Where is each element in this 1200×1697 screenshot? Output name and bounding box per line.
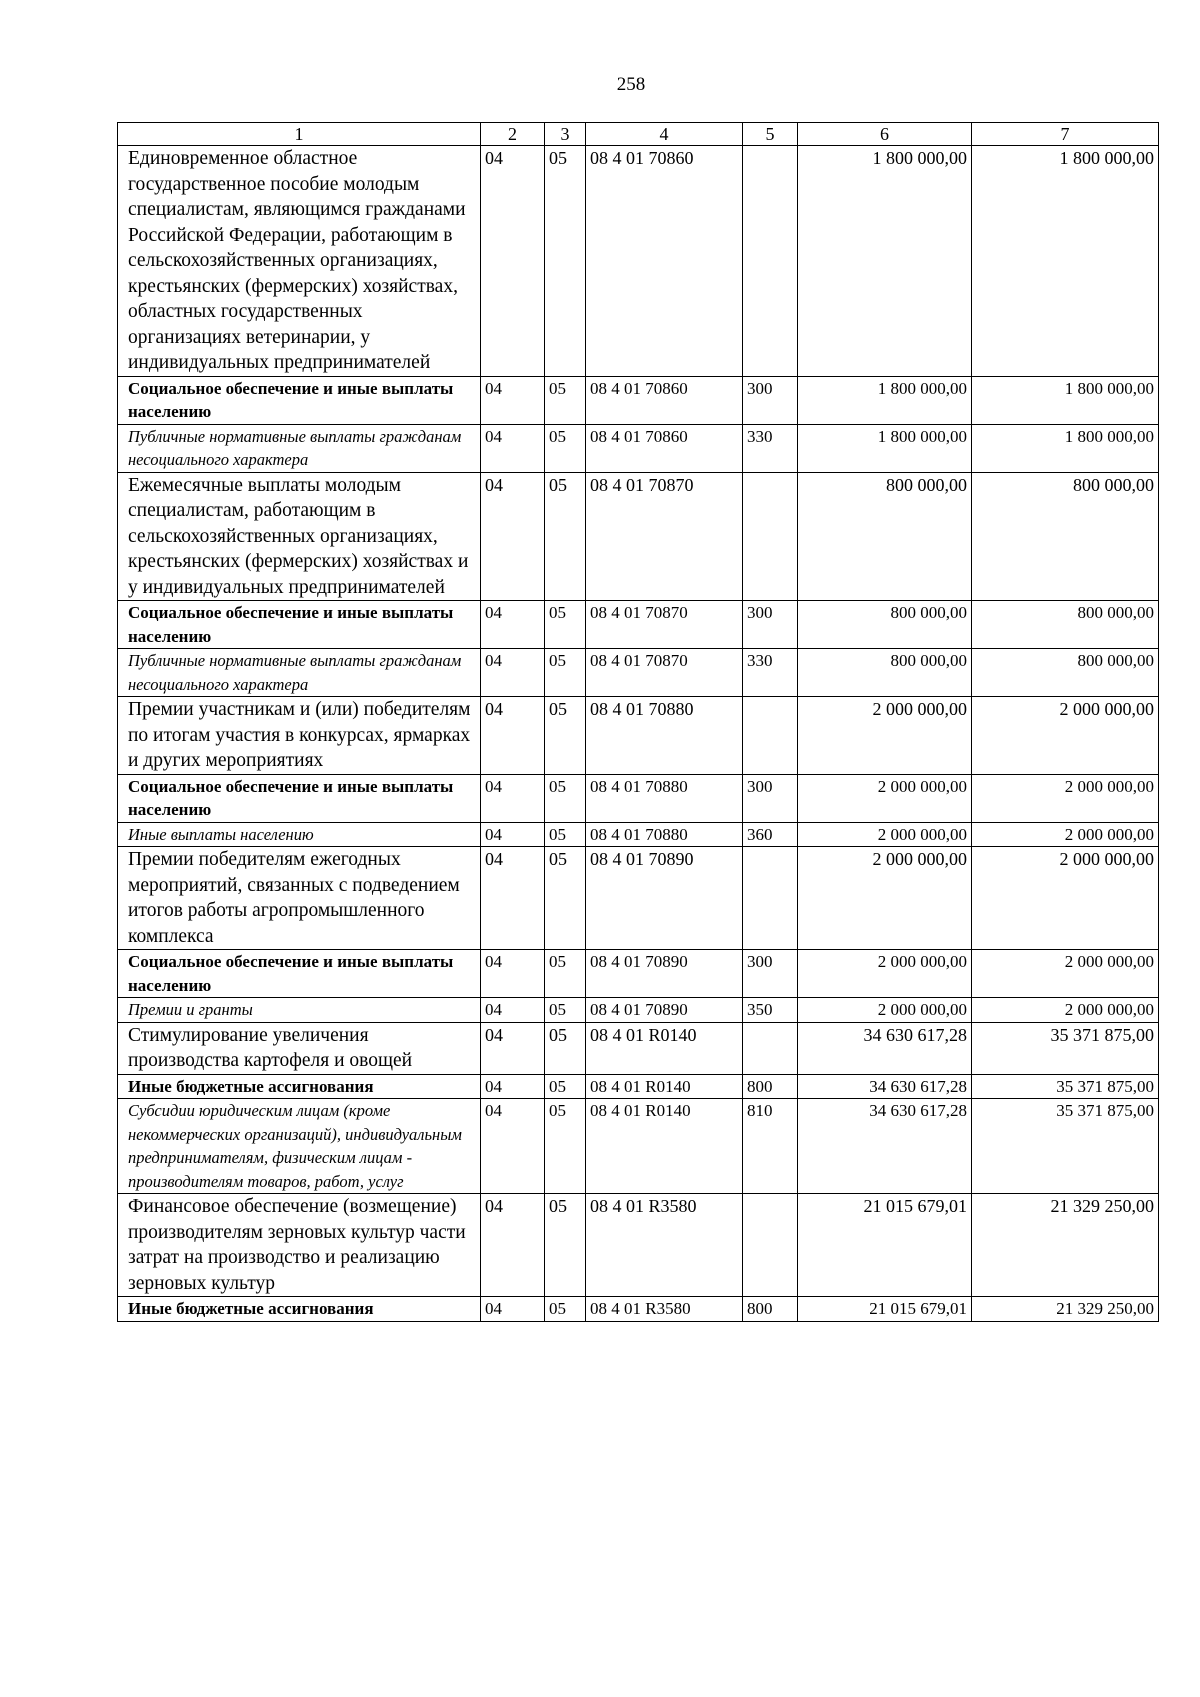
amount-year-1: 2 000 000,00	[798, 847, 972, 950]
expense-type-code: 360	[743, 822, 798, 847]
expense-type-code	[743, 1194, 798, 1297]
row-name: Стимулирование увеличения производства картофеля и овощей	[118, 1022, 481, 1074]
subsection-code: 05	[545, 950, 586, 998]
target-article-code: 08 4 01 70870	[586, 649, 743, 697]
section-code: 04	[481, 146, 545, 377]
subsection-code: 05	[545, 697, 586, 775]
subsection-code: 05	[545, 1022, 586, 1074]
table-row	[118, 822, 1159, 847]
target-article-code: 08 4 01 70880	[586, 822, 743, 847]
amount-year-1: 34 630 617,28	[798, 1074, 972, 1099]
row-name: Иные бюджетные ассигнования	[118, 1074, 481, 1099]
table-row	[118, 1297, 1159, 1322]
table-header	[118, 123, 1159, 146]
table-row	[118, 649, 1159, 697]
column-header-2: 2	[481, 123, 545, 146]
section-code: 04	[481, 424, 545, 472]
row-name: Премии и гранты	[118, 998, 481, 1023]
subsection-code: 05	[545, 1194, 586, 1297]
expense-type-code: 300	[743, 774, 798, 822]
amount-year-2: 800 000,00	[972, 601, 1159, 649]
expense-type-code: 810	[743, 1099, 798, 1194]
column-header-1: 1	[118, 123, 481, 146]
section-code: 04	[481, 601, 545, 649]
row-name: Публичные нормативные выплаты гражданам несоциального характера	[118, 424, 481, 472]
subsection-code: 05	[545, 1297, 586, 1322]
subsection-code: 05	[545, 847, 586, 950]
budget-table	[117, 122, 1159, 1322]
section-code: 04	[481, 1022, 545, 1074]
expense-type-code	[743, 847, 798, 950]
expense-type-code: 350	[743, 998, 798, 1023]
expense-type-code: 330	[743, 649, 798, 697]
amount-year-2: 35 371 875,00	[972, 1099, 1159, 1194]
target-article-code: 08 4 01 R0140	[586, 1022, 743, 1074]
subsection-code: 05	[545, 1074, 586, 1099]
target-article-code: 08 4 01 R0140	[586, 1099, 743, 1194]
subsection-code: 05	[545, 822, 586, 847]
subsection-code: 05	[545, 472, 586, 601]
amount-year-1: 1 800 000,00	[798, 376, 972, 424]
amount-year-1: 2 000 000,00	[798, 998, 972, 1023]
target-article-code: 08 4 01 R0140	[586, 1074, 743, 1099]
target-article-code: 08 4 01 70870	[586, 472, 743, 601]
row-name: Субсидии юридическим лицам (кроме некоммерческих организаций), индивидуальным предпринимателям, физическим лицам - производителям товаров, работ, услуг	[118, 1099, 481, 1194]
subsection-code: 05	[545, 601, 586, 649]
expense-type-code: 330	[743, 424, 798, 472]
amount-year-1: 2 000 000,00	[798, 774, 972, 822]
expense-type-code: 800	[743, 1297, 798, 1322]
table-row	[118, 146, 1159, 377]
amount-year-1: 800 000,00	[798, 649, 972, 697]
target-article-code: 08 4 01 70860	[586, 146, 743, 377]
column-header-4: 4	[586, 123, 743, 146]
amount-year-1: 2 000 000,00	[798, 950, 972, 998]
table-row	[118, 950, 1159, 998]
row-name: Социальное обеспечение и иные выплаты населению	[118, 950, 481, 998]
section-code: 04	[481, 376, 545, 424]
subsection-code: 05	[545, 998, 586, 1023]
amount-year-1: 800 000,00	[798, 601, 972, 649]
subsection-code: 05	[545, 376, 586, 424]
amount-year-2: 1 800 000,00	[972, 376, 1159, 424]
amount-year-2: 2 000 000,00	[972, 998, 1159, 1023]
table-row	[118, 601, 1159, 649]
table-row	[118, 1022, 1159, 1074]
amount-year-2: 35 371 875,00	[972, 1022, 1159, 1074]
expense-type-code: 300	[743, 376, 798, 424]
table-row	[118, 1194, 1159, 1297]
section-code: 04	[481, 847, 545, 950]
expense-type-code	[743, 146, 798, 377]
section-code: 04	[481, 822, 545, 847]
column-header-7: 7	[972, 123, 1159, 146]
amount-year-2: 2 000 000,00	[972, 697, 1159, 775]
expense-type-code	[743, 1022, 798, 1074]
row-name: Публичные нормативные выплаты гражданам несоциального характера	[118, 649, 481, 697]
amount-year-1: 34 630 617,28	[798, 1099, 972, 1194]
amount-year-1: 2 000 000,00	[798, 822, 972, 847]
target-article-code: 08 4 01 70890	[586, 998, 743, 1023]
amount-year-2: 800 000,00	[972, 472, 1159, 601]
target-article-code: 08 4 01 R3580	[586, 1194, 743, 1297]
column-header-3: 3	[545, 123, 586, 146]
target-article-code: 08 4 01 70890	[586, 950, 743, 998]
amount-year-1: 34 630 617,28	[798, 1022, 972, 1074]
table-row	[118, 998, 1159, 1023]
section-code: 04	[481, 472, 545, 601]
target-article-code: 08 4 01 70860	[586, 376, 743, 424]
amount-year-2: 2 000 000,00	[972, 822, 1159, 847]
amount-year-2: 35 371 875,00	[972, 1074, 1159, 1099]
amount-year-2: 2 000 000,00	[972, 950, 1159, 998]
section-code: 04	[481, 1099, 545, 1194]
table-body	[118, 146, 1159, 1322]
row-name: Премии участникам и (или) победителям по итогам участия в конкурсах, ярмарках и других мероприятиях	[118, 697, 481, 775]
target-article-code: 08 4 01 70870	[586, 601, 743, 649]
row-name: Премии победителям ежегодных мероприятий, связанных с подведением итогов работы агропромышленного комплекса	[118, 847, 481, 950]
table-row	[118, 847, 1159, 950]
amount-year-1: 1 800 000,00	[798, 146, 972, 377]
table-row	[118, 376, 1159, 424]
section-code: 04	[481, 774, 545, 822]
row-name: Социальное обеспечение и иные выплаты населению	[118, 774, 481, 822]
amount-year-2: 21 329 250,00	[972, 1297, 1159, 1322]
amount-year-2: 1 800 000,00	[972, 146, 1159, 377]
target-article-code: 08 4 01 R3580	[586, 1297, 743, 1322]
column-header-5: 5	[743, 123, 798, 146]
amount-year-2: 1 800 000,00	[972, 424, 1159, 472]
table-row	[118, 774, 1159, 822]
target-article-code: 08 4 01 70860	[586, 424, 743, 472]
row-name: Единовременное областное государственное пособие молодым специалистам, являющимся гражданами Российской Федерации, работающим в сельскохозяйственных организациях, крестьянских (фермерских) хозяйствах, областных государственных организациях ветеринарии, у индивидуальных предпринимателей	[118, 146, 481, 377]
amount-year-2: 21 329 250,00	[972, 1194, 1159, 1297]
subsection-code: 05	[545, 1099, 586, 1194]
row-name: Финансовое обеспечение (возмещение) производителям зерновых культур части затрат на производство и реализацию зерновых культур	[118, 1194, 481, 1297]
expense-type-code: 300	[743, 601, 798, 649]
section-code: 04	[481, 950, 545, 998]
amount-year-1: 21 015 679,01	[798, 1297, 972, 1322]
section-code: 04	[481, 998, 545, 1023]
subsection-code: 05	[545, 146, 586, 377]
expense-type-code	[743, 697, 798, 775]
page-number: 258	[616, 74, 646, 95]
subsection-code: 05	[545, 649, 586, 697]
amount-year-2: 2 000 000,00	[972, 774, 1159, 822]
row-name: Социальное обеспечение и иные выплаты населению	[118, 376, 481, 424]
row-name: Иные выплаты населению	[118, 822, 481, 847]
row-name: Социальное обеспечение и иные выплаты населению	[118, 601, 481, 649]
table-row	[118, 424, 1159, 472]
table-row	[118, 1099, 1159, 1194]
expense-type-code: 300	[743, 950, 798, 998]
header-row	[118, 123, 1159, 146]
row-name: Ежемесячные выплаты молодым специалистам, работающим в сельскохозяйственных организациях, крестьянских (фермерских) хозяйствах и у индивидуальных предпринимателей	[118, 472, 481, 601]
subsection-code: 05	[545, 774, 586, 822]
subsection-code: 05	[545, 424, 586, 472]
amount-year-2: 2 000 000,00	[972, 847, 1159, 950]
section-code: 04	[481, 1074, 545, 1099]
amount-year-1: 2 000 000,00	[798, 697, 972, 775]
amount-year-2: 800 000,00	[972, 649, 1159, 697]
expense-type-code	[743, 472, 798, 601]
column-header-6: 6	[798, 123, 972, 146]
table-row	[118, 472, 1159, 601]
table-row	[118, 1074, 1159, 1099]
section-code: 04	[481, 649, 545, 697]
section-code: 04	[481, 1194, 545, 1297]
row-name: Иные бюджетные ассигнования	[118, 1297, 481, 1322]
target-article-code: 08 4 01 70890	[586, 847, 743, 950]
target-article-code: 08 4 01 70880	[586, 774, 743, 822]
target-article-code: 08 4 01 70880	[586, 697, 743, 775]
table-row	[118, 697, 1159, 775]
expense-type-code: 800	[743, 1074, 798, 1099]
section-code: 04	[481, 697, 545, 775]
amount-year-1: 21 015 679,01	[798, 1194, 972, 1297]
amount-year-1: 800 000,00	[798, 472, 972, 601]
section-code: 04	[481, 1297, 545, 1322]
amount-year-1: 1 800 000,00	[798, 424, 972, 472]
